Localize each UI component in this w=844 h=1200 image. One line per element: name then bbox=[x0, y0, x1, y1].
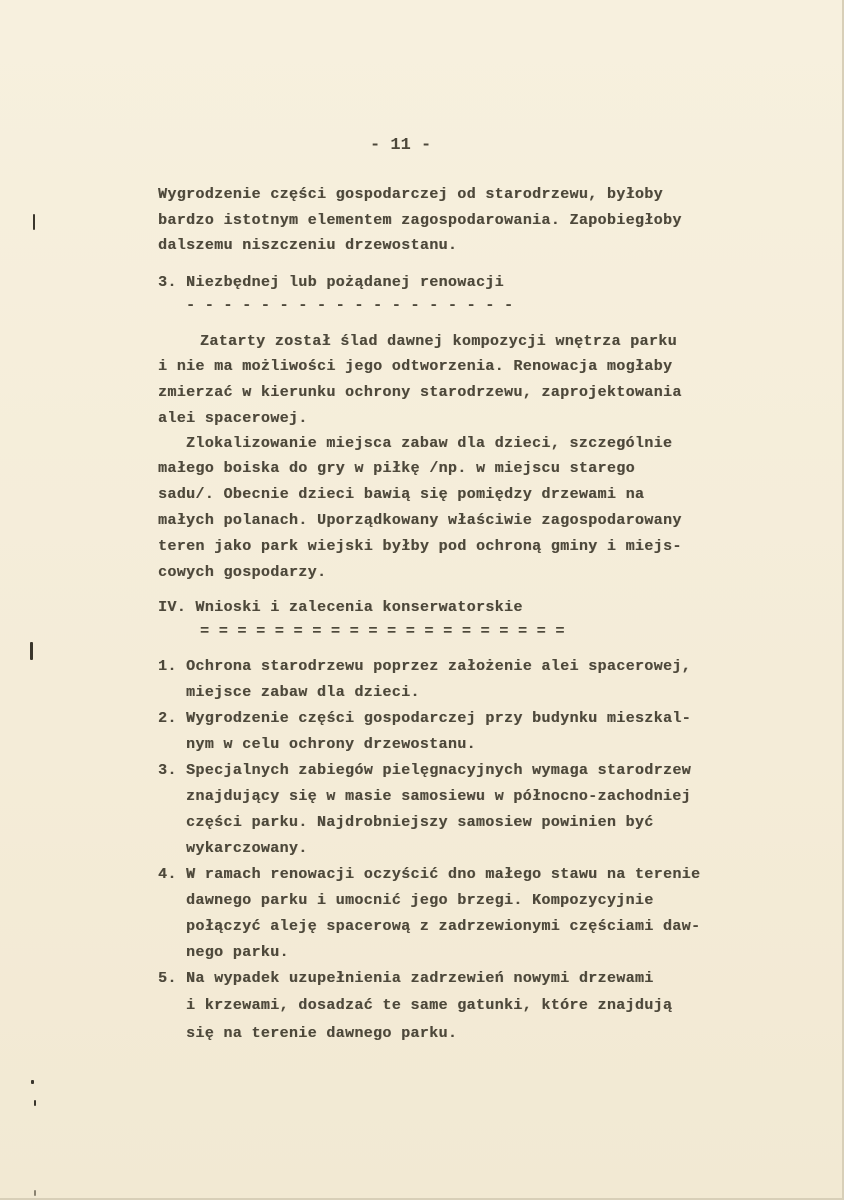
margin-mark bbox=[30, 642, 33, 660]
text-line: i nie ma możliwości jego odtworzenia. Renowacja mogłaby bbox=[158, 358, 673, 375]
list-item-continuation: nego parku. bbox=[186, 944, 289, 961]
text-line: Wygrodzenie części gospodarczej od starodrzewu, byłoby bbox=[158, 186, 663, 203]
text-line: sadu/. Obecnie dzieci bawią się pomiędzy drzewami na bbox=[158, 486, 645, 503]
list-item-continuation: dawnego parku i umocnić jego brzegi. Kompozycyjnie bbox=[186, 892, 654, 909]
text-line: cowych gospodarzy. bbox=[158, 564, 327, 581]
list-item-continuation: połączyć aleję spacerową z zadrzewionymi częściami daw- bbox=[186, 918, 701, 935]
text-line: Zatarty został ślad dawnej kompozycji wnętrza parku bbox=[200, 333, 677, 350]
list-item: 5. Na wypadek uzupełnienia zadrzewień nowymi drzewami bbox=[158, 970, 654, 987]
text-line: dalszemu niszczeniu drzewostanu. bbox=[158, 237, 458, 254]
heading-underline: = = = = = = = = = = = = = = = = = = = = bbox=[200, 623, 565, 640]
list-item: 3. Specjalnych zabiegów pielęgnacyjnych wymaga starodrzew bbox=[158, 762, 692, 779]
section-heading: IV. Wnioski i zalecenia konserwatorskie bbox=[158, 599, 523, 616]
list-item-continuation: znajdujący się w masie samosiewu w północno-zachodniej bbox=[186, 788, 691, 805]
section-heading: 3. Niezbędnej lub pożądanej renowacji bbox=[158, 274, 505, 291]
list-item-continuation: miejsce zabaw dla dzieci. bbox=[186, 684, 420, 701]
page-number: - 11 - bbox=[370, 136, 432, 155]
list-item-continuation: nym w celu ochrony drzewostanu. bbox=[186, 736, 476, 753]
list-item-continuation: się na terenie dawnego parku. bbox=[186, 1025, 458, 1042]
list-item-continuation: części parku. Najdrobniejszy samosiew powinien być bbox=[186, 814, 654, 831]
list-item: 4. W ramach renowacji oczyścić dno małego stawu na terenie bbox=[158, 866, 701, 883]
list-item: 2. Wygrodzenie części gospodarczej przy budynku mieszkal- bbox=[158, 710, 692, 727]
text-line: alei spacerowej. bbox=[158, 410, 308, 427]
list-item-continuation: i krzewami, dosadzać te same gatunki, które znajdują bbox=[186, 997, 673, 1014]
list-item: 1. Ochrona starodrzewu poprzez założenie alei spacerowej, bbox=[158, 658, 692, 675]
list-item-continuation: wykarczowany. bbox=[186, 840, 308, 857]
margin-mark bbox=[31, 1080, 34, 1084]
margin-mark bbox=[34, 1100, 36, 1106]
margin-mark bbox=[34, 1190, 36, 1196]
text-line: teren jako park wiejski byłby pod ochroną gminy i miejs- bbox=[158, 538, 682, 555]
text-line: małego boiska do gry w piłkę /np. w miejscu starego bbox=[158, 460, 635, 477]
text-line: bardzo istotnym elementem zagospodarowania. Zapobiegłoby bbox=[158, 212, 682, 229]
margin-mark bbox=[33, 214, 35, 230]
text-line: Zlokalizowanie miejsca zabaw dla dzieci, szczególnie bbox=[186, 435, 673, 452]
heading-underline: - - - - - - - - - - - - - - - - - - bbox=[186, 297, 514, 314]
text-line: małych polanach. Uporządkowany właściwie zagospodarowany bbox=[158, 512, 682, 529]
text-line: zmierzać w kierunku ochrony starodrzewu, zaprojektowania bbox=[158, 384, 682, 401]
